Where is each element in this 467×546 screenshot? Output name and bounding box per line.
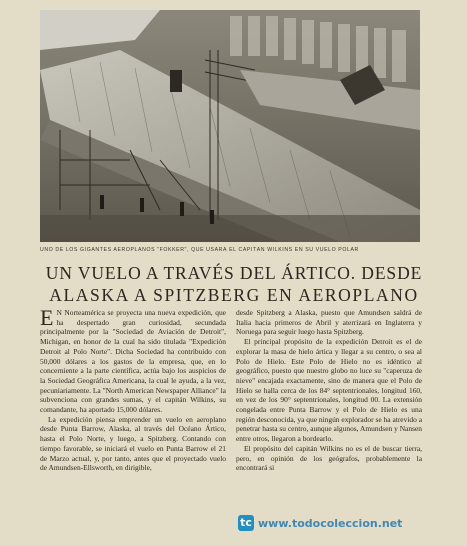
article-paragraph: El principal propósito de la expedición Detroit es el de explorar la masa de hielo ártica y llegar a su centro, o sea al Polo de Hielo. Este Polo de Hielo no es idéntico al geográfico, puesto que nuestro globo no luce su "caperuza de nieve" encajada exactamente, sino de manera que el Polo de Hielo se halla cerca de los 84° septentrionales, longitud 160, en vez de los 90° septentrionales, longitud 00. La extensión congelada entre Punta Barrow y el Polo de Hielo es una región desconocida, ya que ningún explorador se ha atrevido a penetrar hasta su centro, aunque algunos, Amundsen y Nansen entre otros, llegaron a bordearlo. bbox=[236, 337, 422, 444]
hangar-illustration bbox=[40, 10, 420, 242]
article-paragraph: La expedición piensa emprender un vuelo en aeroplano desde Punta Barrow, Alaska, al través del Océano Ártico, hasta el Polo Norte, y luego, a Spitzberg. Contando con tiempo favorable, se iniciará el vuelo en Punta Barrow el 21 de Marzo actual, y, por tanto, antes que el proyectado vuelo de Amundsen-Ellsworth, en dirigible, bbox=[40, 414, 226, 473]
watermark-text: www.todocoleccion.net bbox=[258, 516, 403, 530]
article-column-left bbox=[40, 308, 226, 540]
article-body bbox=[40, 308, 422, 540]
article-column-right bbox=[236, 308, 422, 540]
headline-line-2: ALASKA A SPITZBERG EN AEROPLANO bbox=[49, 285, 419, 305]
photo-caption: UNO DE LOS GIGANTES AEROPLANOS "FOKKER", QUE USARÁ EL CAPITÁN WILKINS EN SU VUELO POLAR bbox=[40, 247, 359, 253]
article-headline bbox=[38, 262, 430, 306]
drop-cap: E bbox=[40, 308, 54, 330]
article-paragraph: El propósito del capitán Wilkins no es el de buscar tierra, pero, en opinión de los geógrafos, probablemente la encontrará si bbox=[236, 443, 422, 473]
headline-line-1: UN VUELO A TRAVÉS DEL ÁRTICO. DESDE bbox=[45, 263, 423, 283]
airplane-hangar-photo bbox=[40, 10, 420, 242]
paragraph-text: N Norteamérica se proyecta una nueva expedición, que ha despertado gran curiosidad, secundada principalmente por la "Sociedad de Aviación de Detroit", Michigan, en honor de la cual ha sido titulada "Expedición Detroit al Polo Norte". Dicha Sociedad ha contribuido con 50,000 dólares a los gastos de la empresa, que, en lo concerniente a la parte científica, actúa bajo los auspicios de la Sociedad Geográfica Americana, la cual le ayuda, a la vez, pecuniariamente. La "North American Newspaper Alliance" la subvenciona con grandes sumas, y el capitán Wilkins, su comandante, ha aportado 15,000 dólares. bbox=[40, 308, 226, 415]
todocoleccion-logo-icon: tc bbox=[238, 515, 254, 531]
article-paragraph: desde Spitzberg a Alaska, puesto que Amundsen saldrá de Italia hacia primeros de Abril y aterrizará en Inglaterra y Noruega para seguir luego hasta Spitzberg. bbox=[236, 308, 422, 337]
site-watermark bbox=[238, 513, 463, 533]
article-paragraph bbox=[40, 308, 226, 415]
